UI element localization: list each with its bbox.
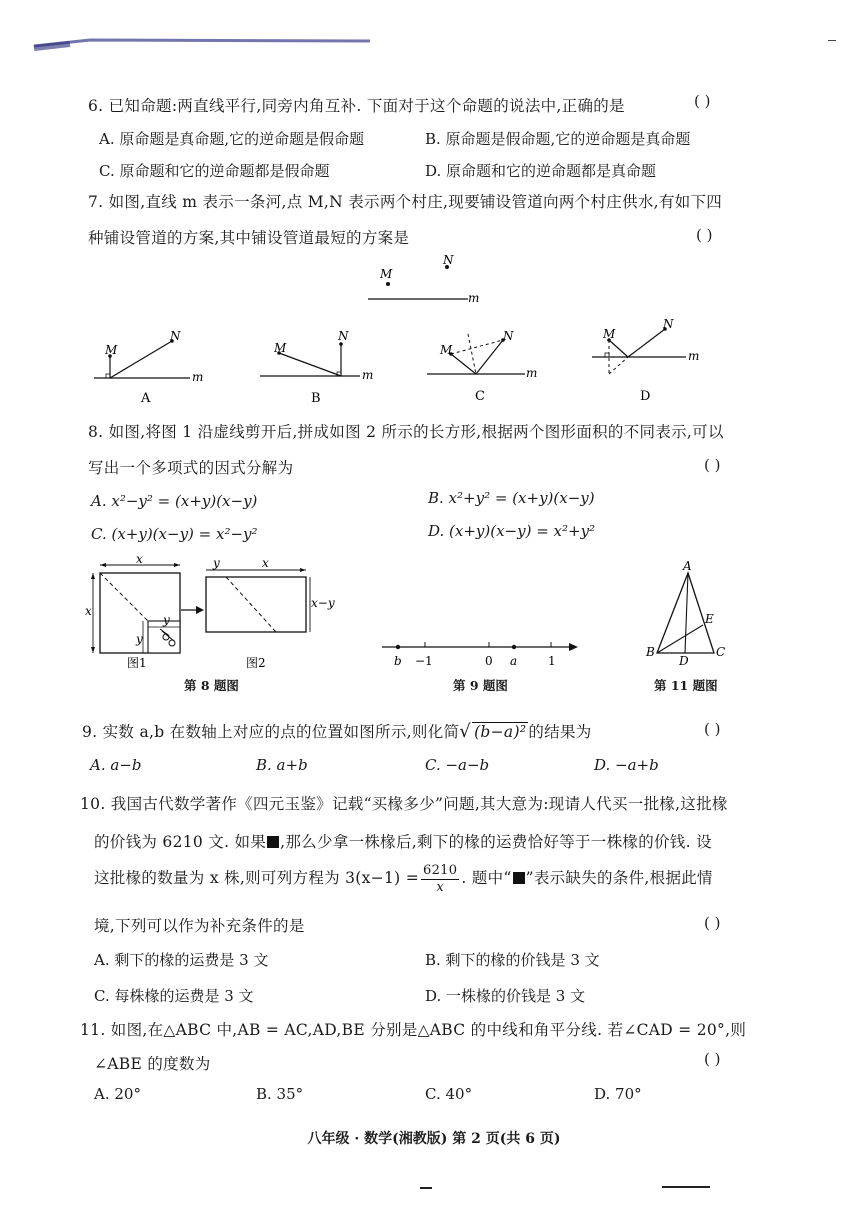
q9-axis-arrow bbox=[569, 643, 578, 651]
q11-label-b: B bbox=[646, 645, 655, 659]
q7-c-label-m: m bbox=[526, 366, 538, 380]
q6-paren: ( ) bbox=[694, 92, 711, 110]
scan-tick-bottom-right bbox=[662, 1186, 710, 1188]
q11-label-e: E bbox=[705, 612, 714, 626]
q8-fig2-label-xmy: x−y bbox=[311, 596, 335, 610]
q7-figures bbox=[0, 250, 868, 410]
q11-label-a: A bbox=[683, 559, 692, 573]
q7-c-dash-mn bbox=[451, 340, 503, 354]
q9-point-b bbox=[396, 645, 400, 649]
q11-line1: 11. 如图,在△ABC 中,AB = AC,AD,BE 分别是△ABC 的中线和角平分线. 若∠CAD = 20°,则 bbox=[80, 1021, 747, 1039]
q10-option-c: C. 每株椽的运费是 3 文 bbox=[94, 987, 254, 1005]
q6-option-c: C. 原命题和它的逆命题都是假命题 bbox=[99, 162, 330, 180]
q9-caption: 第 9 题图 bbox=[453, 678, 508, 693]
q9-label-a: a bbox=[510, 654, 518, 668]
q6-option-d: D. 原命题和它的逆命题都是真命题 bbox=[425, 162, 657, 180]
q7-c-pipe-m bbox=[451, 354, 476, 374]
q9-option-b: B. a+b bbox=[256, 756, 308, 774]
q7-d-pipe-m bbox=[609, 340, 628, 357]
q7-d-label-m-pt: M bbox=[603, 327, 616, 341]
q8-fig2-label-y: y bbox=[213, 556, 220, 570]
q8-stem-line2: 写出一个多项式的因式分解为 bbox=[88, 459, 294, 477]
q9-stem-a: 9. 实数 a,b 在数轴上对应的点的位置如图所示,则化简 bbox=[82, 723, 460, 741]
figures-row bbox=[0, 555, 868, 700]
q10-line3 bbox=[94, 860, 713, 896]
q9-point-a bbox=[512, 645, 516, 649]
missing-condition-square-icon-2 bbox=[513, 872, 525, 884]
q10-line2-b: ,那么少拿一株椽后,剩下的椽的运费恰好等于一株椽的价钱. 设 bbox=[280, 833, 712, 851]
q7-choice-a: A bbox=[141, 391, 151, 406]
q7-b-label-n-pt: N bbox=[338, 329, 349, 343]
q11-option-b: B. 35° bbox=[256, 1085, 304, 1103]
q8-option-b: B. x²+y² = (x+y)(x−y) bbox=[428, 489, 595, 507]
q8-option-c: C. (x+y)(x−y) = x²−y² bbox=[91, 525, 258, 543]
q9-label-zero: 0 bbox=[485, 654, 493, 668]
q11-median-ad bbox=[685, 573, 688, 653]
q9-label-one: 1 bbox=[548, 654, 556, 668]
q7-paren: ( ) bbox=[696, 226, 713, 244]
q8-fig1-diagonal bbox=[100, 573, 148, 621]
q7-b-label-m-pt: M bbox=[274, 341, 287, 355]
q8-fig1-label-x-top: x bbox=[136, 555, 143, 566]
q10-option-d: D. 一株椽的价钱是 3 文 bbox=[425, 987, 586, 1005]
q11-caption: 第 11 题图 bbox=[654, 678, 718, 693]
q10-line3-a: 这批椽的数量为 x 株,则可列方程为 3(x−1) = bbox=[94, 869, 420, 887]
q8-fig2-diagonal bbox=[226, 577, 276, 632]
q11-option-d: D. 70° bbox=[594, 1085, 642, 1103]
q7-a-label-m-pt: M bbox=[105, 343, 118, 357]
q7-choice-b: B bbox=[311, 391, 321, 406]
q10-frac-num: 6210 bbox=[423, 862, 458, 878]
q7-c-pipe-n bbox=[476, 340, 503, 374]
q9-option-d: D. −a+b bbox=[594, 756, 659, 774]
q9-sqrt-expr: (b−a)² bbox=[474, 723, 527, 741]
q7-d-label-m: m bbox=[688, 349, 700, 363]
q8-option-a: A. x²−y² = (x+y)(x−y) bbox=[91, 492, 258, 510]
q7-d-pipe-n bbox=[628, 329, 665, 357]
q9-stem: 9. 实数 a,b 在数轴上对应的点的位置如图所示,则化简√ (b−a)² 的结果为 bbox=[82, 721, 592, 742]
scan-mark bbox=[30, 36, 370, 56]
q8-paren: ( ) bbox=[704, 456, 721, 474]
q7-stem-line1: 7. 如图,直线 m 表示一条河,点 M,N 表示两个村庄,现要铺设管道向两个村庄供水,有如下四 bbox=[88, 193, 723, 211]
q7-a-pipe bbox=[110, 341, 172, 378]
missing-condition-square-icon bbox=[267, 836, 279, 848]
q10-frac-den: x bbox=[436, 879, 444, 895]
q8-fig2-rect bbox=[206, 577, 306, 632]
q8-caption: 第 8 题图 bbox=[184, 678, 239, 693]
q7-b-pipe bbox=[279, 353, 341, 376]
q7-d-dash-reflect bbox=[609, 357, 628, 374]
q7-point-m bbox=[386, 282, 390, 286]
q10-paren: ( ) bbox=[704, 914, 721, 932]
q9-label-minus1: −1 bbox=[415, 654, 433, 668]
q9-label-b: b bbox=[394, 654, 402, 668]
q10-line4: 境,下列可以作为补充条件的是 bbox=[94, 917, 305, 935]
scan-tick bbox=[828, 40, 836, 41]
q10-line2-a: 的价钱为 6210 文. 如果 bbox=[94, 833, 267, 851]
q7-label-m-top: M bbox=[380, 267, 393, 281]
q7-label-river: m bbox=[468, 291, 480, 305]
q10-line2 bbox=[94, 830, 712, 852]
q7-a-label-m: m bbox=[192, 370, 204, 384]
page-footer: 八年级 · 数学(湘教版) 第 2 页(共 6 页) bbox=[307, 1131, 561, 1147]
q10-line3-c: ”表示缺失的条件,根据此情 bbox=[525, 869, 713, 887]
q11-paren: ( ) bbox=[704, 1050, 721, 1068]
q7-d-label-n-pt: N bbox=[663, 317, 674, 331]
scan-tick-bottom bbox=[420, 1187, 432, 1189]
q8-fig2-caption: 图2 bbox=[246, 656, 266, 670]
q7-choice-c: C bbox=[475, 389, 485, 404]
q11-bisector-be bbox=[657, 625, 703, 653]
q8-fig1-label-y-v: y bbox=[136, 632, 143, 646]
q11-label-c: C bbox=[716, 645, 726, 659]
q7-a-label-n-pt: N bbox=[170, 329, 181, 343]
q7-b-label-m: m bbox=[362, 368, 374, 382]
q9-option-c: C. −a−b bbox=[425, 756, 490, 774]
q7-stem-line2: 种铺设管道的方案,其中铺设管道最短的方案是 bbox=[88, 229, 410, 247]
q8-fig2-label-x: x bbox=[262, 556, 269, 570]
q8-fig1-caption: 图1 bbox=[127, 656, 147, 670]
q6-option-a: A. 原命题是真命题,它的逆命题是假命题 bbox=[99, 130, 365, 148]
q8-fig1-label-x-left: x bbox=[85, 604, 92, 618]
q10-option-a: A. 剩下的椽的运费是 3 文 bbox=[94, 951, 269, 969]
q8-stem-line1: 8. 如图,将图 1 沿虚线剪开后,拼成如图 2 所示的长方形,根据两个图形面积的不同表示,可以 bbox=[88, 423, 724, 441]
q11-option-a: A. 20° bbox=[94, 1085, 141, 1103]
q7-c-label-m-pt: M bbox=[440, 343, 453, 357]
q10-line1: 10. 我国古代数学著作《四元玉鉴》记载“买椽多少”问题,其大意为:现请人代买一批椽,这批椽 bbox=[80, 795, 728, 813]
q7-c-label-n-pt: N bbox=[503, 329, 514, 343]
q10-line3-b: . 题中“ bbox=[461, 869, 512, 887]
q6-stem: 6. 已知命题:两直线平行,同旁内角互补. 下面对于这个命题的说法中,正确的是 bbox=[88, 97, 625, 115]
q10-option-b: B. 剩下的椽的价钱是 3 文 bbox=[425, 951, 600, 969]
q7-label-n-top: N bbox=[443, 253, 454, 267]
q9-option-a: A. a−b bbox=[90, 756, 142, 774]
q8-fig1-label-y-h: y bbox=[163, 613, 170, 627]
q9-stem-b: 的结果为 bbox=[528, 723, 592, 741]
q7-choice-d: D bbox=[640, 389, 651, 404]
q10-fraction bbox=[421, 863, 459, 896]
q8-option-d: D. (x+y)(x−y) = x²+y² bbox=[428, 522, 596, 540]
q9-paren: ( ) bbox=[704, 720, 721, 738]
q11-line2: ∠ABE 的度数为 bbox=[94, 1055, 211, 1073]
q11-option-c: C. 40° bbox=[425, 1085, 473, 1103]
q11-label-d: D bbox=[679, 654, 689, 668]
q6-option-b: B. 原命题是假命题,它的逆命题是真命题 bbox=[425, 130, 691, 148]
